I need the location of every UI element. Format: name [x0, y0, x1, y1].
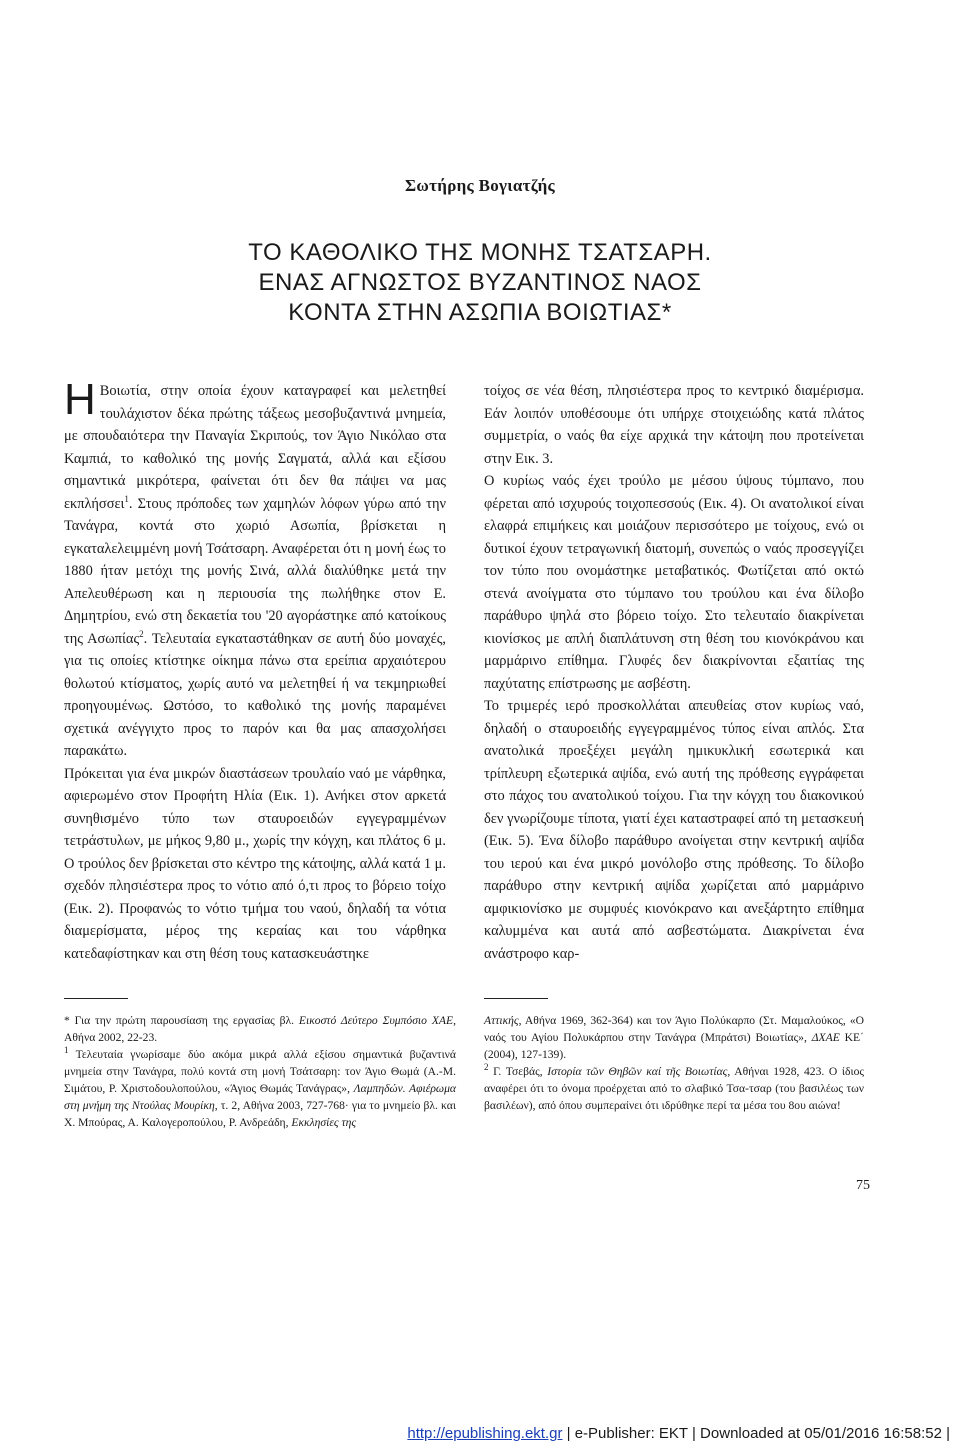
text-run: . Τελευταία εγκαταστάθηκαν σε αυτή δύο μοναχές, για τις οποίες κτίστηκε οίκημα πάνω στα ερείπια αρχαιότερου θολωτού κτίσματος, χωρίς αυτό να μελετηθεί ή να τεκμηριωθεί προηγουμένως. Ωστόσο, το καθολικό της μονής παραμένει σχετικά ανέγγιχτο προς το παρόν και θα μας απασχολήσει παρακάτω. — [64, 630, 446, 759]
text-run: Βοιωτία, στην οποία έχουν καταγραφεί και μελετηθεί τουλάχιστον δέκα πρώτης τάξεως μεσοβυζαντινά μνημεία, με σπουδαιότερα την Παναγία Σκριπούς, τον Άγιο Νικόλαο στα Καμπιά, το καθολικό της μονής Σαγματά, αλλά και εξίσου σημαντικά μικρότερα, φαίνεται ότι δεν θα πάψει να μας εκπλήσσει — [64, 383, 446, 512]
footnote — [484, 1063, 864, 1114]
text-run-italic: Ιστορία τῶν Θηβῶν καί τῆς Βοιωτίας — [547, 1065, 728, 1078]
paragraph: Το τριμερές ιερό προσκολλάται απευθείας στον κυρίως ναό, δηλαδή ο σταυροειδής εγγεγραμμένος τύπος είναι απλός. Στα ανατολικά προεξέχει μεγάλη ημικυκλική εσωτερικά και τρίπλευρη εξωτερικά αψίδα, ενώ αυτή της πρόθεσης εγγράφεται στο πάχος του ανατολικού τοίχου. Για την κόγχη του διακονικού δεν γνωρίζουμε τίποτα, γιατί έχει καταστραφεί από τη μετασκευή (Εικ. 5). Ένα δίλοβο παράθυρο ανοίγεται στην κεντρική αψίδα του ιερού και ένα μικρό μονόλοβο στης πρόθεσης. Το δίλοβο παράθυρο στην κεντρική αψίδα χωρίζεται από μαρμάρινο αμφικιονίσκο με συμφυές κιονόκρανο και ανεξάρτητο επίθημα καλυμμένα και αυτά από ασβεστώματα. Διακρίνεται ένα ανάστροφο καρ- — [484, 698, 864, 962]
footnote-number: 2 — [484, 1062, 489, 1073]
footnote-divider — [484, 998, 548, 999]
footnote-divider — [64, 998, 128, 999]
footnote — [484, 1012, 864, 1063]
text-run: , τ. 2, Αθήνα 2003, 727-768· για το μνημείο βλ. και Χ. Μπούρας, Α. Καλογεροπούλου, Ρ. Ανδρεάδη, — [64, 1099, 456, 1129]
download-footer — [407, 1425, 950, 1442]
paragraph: Πρόκειται για ένα μικρών διαστάσεων τρουλαίο ναό με νάρθηκα, αφιερωμένο στον Προφήτη Ηλία (Εικ. 1). Ανήκει στον αρκετά συνηθισμένο τύπο των σταυροειδών εγγεγραμμένων τετράστυλων, με μήκος 9,80 μ., χωρίς την κόγχη, και πλάτος 6 μ. Ο τρούλος δεν βρίσκεται στο κέντρο της κάτοψης, αλλά κατά 1 μ. σχεδόν πλησιέστερα προς το νότιο από ό,τι προς το βόρειο τοίχο (Εικ. 2). Προφανώς το νότιο τμήμα του ναού, δηλαδή τα νότια διαμερίσματα, μέρος της κεραίας και του νάρθηκα κατεδαφίστηκαν και στη θέση τους κατασκευάστηκε — [64, 765, 446, 962]
right-column — [484, 380, 864, 965]
title-line-2: ΕΝΑΣ ΑΓΝΩΣΤΟΣ ΒΥΖΑΝΤΙΝΟΣ ΝΑΟΣ — [258, 269, 702, 296]
title-line-1: ΤΟ ΚΑΘΟΛΙΚΟ ΤΗΣ ΜΟΝΗΣ ΤΣΑΤΣΑΡΗ. — [248, 239, 712, 266]
text-run: , Αθήνα 1969, 362-364) και τον Άγιο Πολύκαρπο (Στ. Μαμαλούκος, «Ο ναός του Αγίου Πολυκάρπου στην Τανάγρα (Μπράτσι) Βοιωτίας», — [484, 1014, 864, 1044]
footnotes-left — [64, 1012, 456, 1131]
footnote — [64, 1012, 456, 1046]
text-run-italic: Εικοστό Δεύτερο Συμπόσιο ΧΑΕ — [298, 1014, 454, 1027]
text-run-italic: Αττικής — [484, 1014, 519, 1027]
drop-cap: Η — [64, 375, 96, 424]
text-run-italic: ΔΧΑΕ — [811, 1031, 840, 1044]
text-run: ΚΕ΄ (2004), 127-139). — [484, 1031, 864, 1061]
footnote-ref: 2 — [139, 628, 144, 639]
text-run: , Αθήνα 2002, 22-23. — [64, 1014, 456, 1044]
text-run: , Αθήναι 1928, 423. Ο ίδιος αναφέρει ότι το όνομα προέρχεται από το σλαβικό Τσα-τσαρ (του βασιλέως των βασιλέων), από όπου συμπεραίνει ότι ιδρύθηκε περί τα μέσα του 8ου αιώνα! — [484, 1065, 864, 1112]
publisher-link[interactable]: http://epublishing.ekt.gr — [407, 1425, 563, 1442]
page-number: 75 — [856, 1178, 870, 1193]
text-run-italic: Εκκλησίες της — [291, 1116, 357, 1129]
footer-text: | e-Publisher: EKT | Downloaded at 05/01/2016 16:58:52 | — [562, 1425, 950, 1442]
text-run-italic: Λαμπηδών. Αφιέρωμα στη μνήμη της Ντούλας Μουρίκη — [64, 1082, 457, 1112]
left-column — [64, 375, 446, 965]
text-run: Τελευταία γνωρίσαμε δύο ακόμα μικρά αλλά εξίσου σημαντικά βυζαντινά μνημεία στην Τανάγρα, πολύ κοντά στη μονή Τσάτσαρη: τον Άγιο Θωμά (Α.-Μ. Σιμάτου, Ρ. Χριστοδουλοπούλου, «Άγιος Θωμάς Τανάγρας», — [64, 1048, 456, 1095]
footnote-number: 1 — [64, 1045, 69, 1056]
text-run: Γ. Τσεβάς, — [488, 1065, 548, 1078]
title-line-3: ΚΟΝΤΑ ΣΤΗΝ ΑΣΩΠΙΑ ΒΟΙΩΤΙΑΣ* — [288, 299, 672, 326]
paragraph — [64, 375, 446, 763]
footnote-ref: 1 — [124, 493, 129, 504]
article-title — [0, 238, 960, 328]
paragraph: τοίχος σε νέα θέση, πλησιέστερα προς το κεντρικό διαμέρισμα. Εάν λοιπόν υποθέσουμε ότι υπήρχε στοιχειώδης κατά πλάτος συμμετρία, ο ναός θα είχε αρχικά την κάτοψη που προτείνεται στην Εικ. 3. — [484, 383, 864, 467]
paragraph: Ο κυρίως ναός έχει τρούλο με μέσου ύψους τύμπανο, που φέρεται από ισχυρούς τοιχοπεσσούς (Εικ. 4). Οι ανατολικοί είναι ελαφρά επιμήκεις και μοιάζουν περισσότερο με τοίχους, ενώ οι δυτικοί έχουν τετραγωνική διατομή, συνεπώς ο ναός προσεγγίζει τον τύπο που ονομάστηκε μεταβατικός. Φωτίζεται από οκτώ στενά ανοίγματα στο τύμπανο του τρούλου και ένα δίλοβο παράθυρο ψηλά στο βόρειο τοίχο. Στο τελευταίο διακρίνεται κιονίσκος με απλή διαπλάτυνση στη θέση του κιονόκράνου και μαρμάρινο επίθημα. Γλυφές δεν διακρίνονται εξαιτίας της παχύτατης επίστρωσης με ασβέστη. — [484, 473, 864, 692]
footnotes-right — [484, 1012, 864, 1114]
author-name: Σωτήρης Βογιατζής — [404, 176, 556, 195]
footnote — [64, 1046, 456, 1131]
text-run: . Στους πρόποδες των χαμηλών λόφων γύρω από την Τανάγρα, κοντά στο χωριό Ασωπία, βρίσκεται η εγκαταλελειμμένη μονή Τσάτσαρη. Αναφέρεται ότι η μονή έως το 1880 ήταν μετόχι της μονής Σινά, αλλά διαλύθηκε μετά την Απελευθέρωση και η περιουσία της πωλήθηκε στον Ε. Δημητρίου, ενώ στη δεκαετία του '20 αγοράστηκε από κατοίκους της Ασωπίας — [64, 495, 446, 647]
text-run: * Για την πρώτη παρουσίαση της εργασίας βλ. — [64, 1014, 299, 1027]
